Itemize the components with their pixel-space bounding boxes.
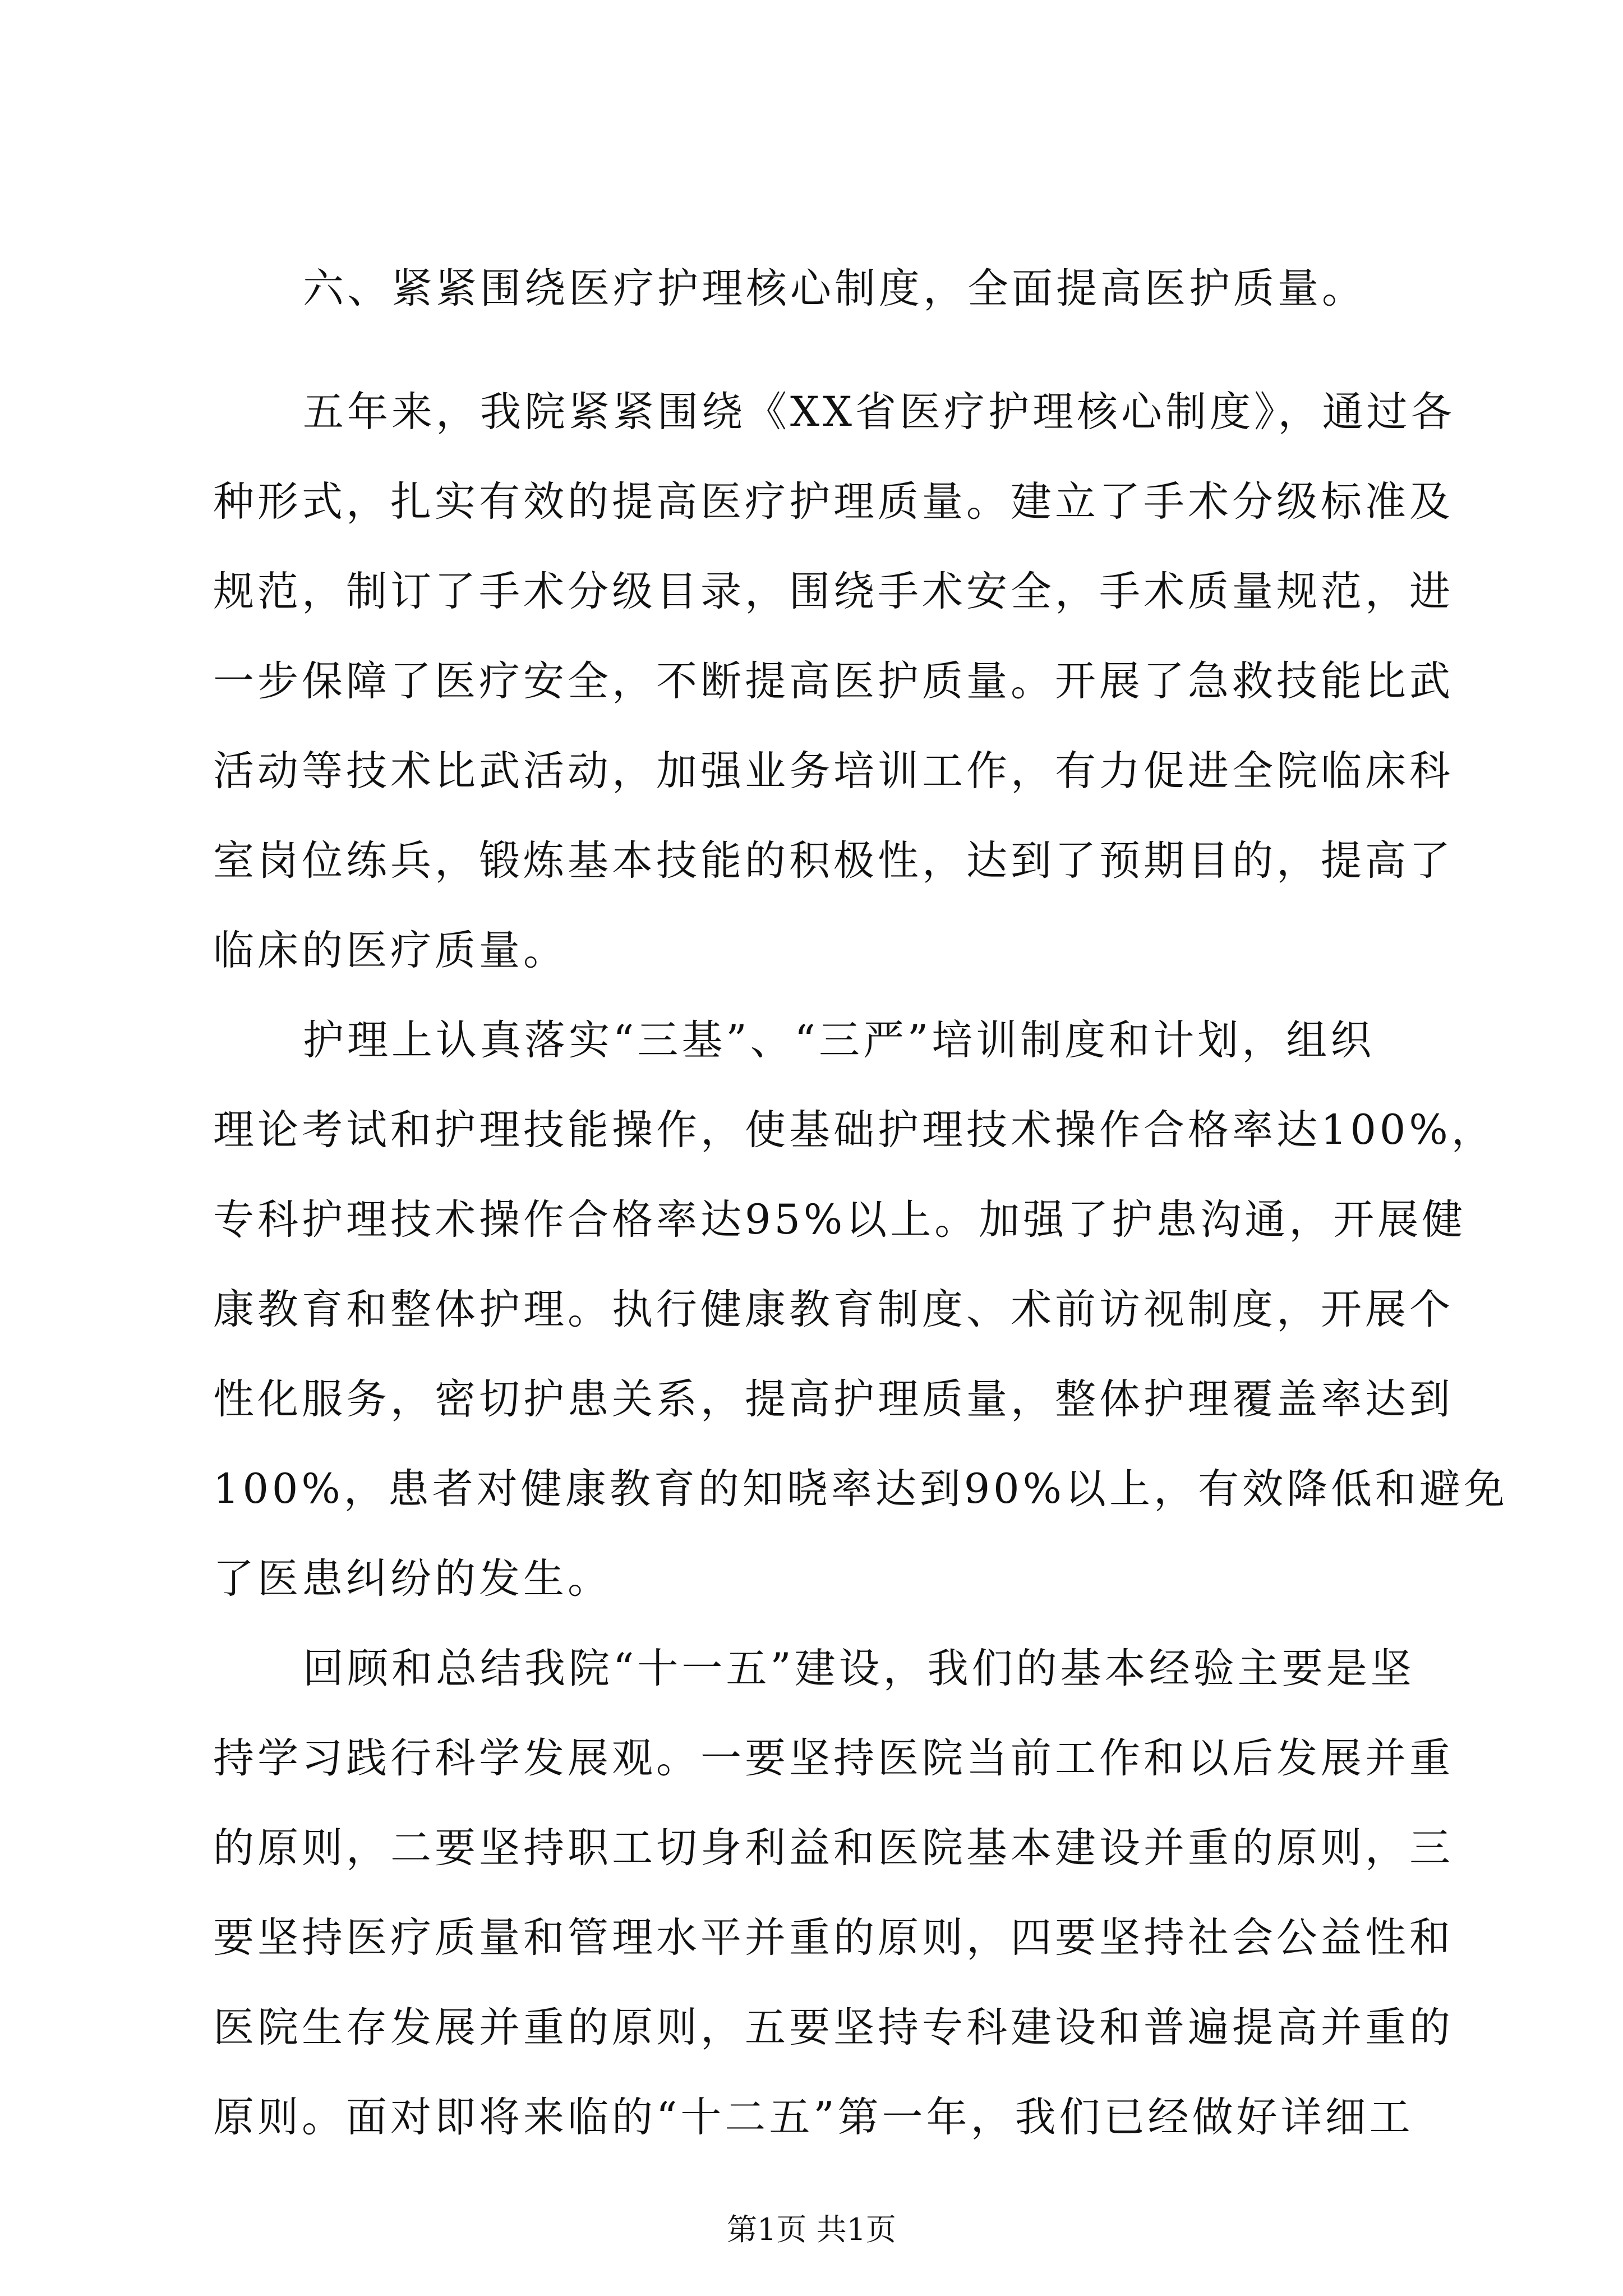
paragraph-line: 五年来，我院紧紧围绕《XX省医疗护理核心制度》，通过各 <box>303 388 1455 436</box>
paragraph-line: 临床的医疗质量。 <box>213 927 568 974</box>
paragraph-line: 室岗位练兵，锻炼基本技能的积极性，达到了预期目的，提高了 <box>213 837 1454 885</box>
paragraph-line: 原则。面对即将来临的“十二五”第一年，我们已经做好详细工 <box>213 2093 1414 2141</box>
paragraph-line: 回顾和总结我院“十一五”建设，我们的基本经验主要是坚 <box>303 1645 1415 1692</box>
paragraph-line: 了医患纠纷的发生。 <box>213 1555 612 1603</box>
paragraph-line: 100%，患者对健康教育的知晓率达到90%以上，有效降低和避免 <box>213 1465 1508 1513</box>
paragraph-line: 种形式，扎实有效的提高医疗护理质量。建立了手术分级标准及 <box>213 478 1454 526</box>
paragraph-line: 康教育和整体护理。执行健康教育制度、术前访视制度，开展个 <box>213 1286 1454 1333</box>
paragraph-line: 持学习践行科学发展观。一要坚持医院当前工作和以后发展并重 <box>213 1734 1454 1782</box>
page-footer: 第1页 共1页 <box>727 2212 896 2247</box>
paragraph-line: 专科护理技术操作合格率达95%以上。加强了护患沟通，开展健 <box>213 1196 1467 1244</box>
section-heading: 六、紧紧围绕医疗护理核心制度，全面提高医护质量。 <box>303 265 1366 312</box>
paragraph-line: 性化服务，密切护患关系，提高护理质量，整体护理覆盖率达到 <box>213 1375 1454 1423</box>
paragraph-line: 的原则，二要坚持职工切身利益和医院基本建设并重的原则，三 <box>213 1824 1454 1872</box>
paragraph-line: 规范，制订了手术分级目录，围绕手术安全，手术质量规范，进 <box>213 568 1454 615</box>
paragraph-line: 一步保障了医疗安全，不断提高医护质量。开展了急救技能比武 <box>213 657 1454 705</box>
paragraph-line: 要坚持医疗质量和管理水平并重的原则，四要坚持社会公益性和 <box>213 1914 1454 1962</box>
paragraph-line: 活动等技术比武活动，加强业务培训工作，有力促进全院临床科 <box>213 747 1454 795</box>
paragraph-line: 护理上认真落实“三基”、“三严”培训制度和计划，组织 <box>303 1016 1375 1064</box>
paragraph-line: 医院生存发展并重的原则，五要坚持专科建设和普遍提高并重的 <box>213 2004 1454 2051</box>
paragraph-line: 理论考试和护理技能操作，使基础护理技术操作合格率达100%， <box>213 1106 1496 1154</box>
